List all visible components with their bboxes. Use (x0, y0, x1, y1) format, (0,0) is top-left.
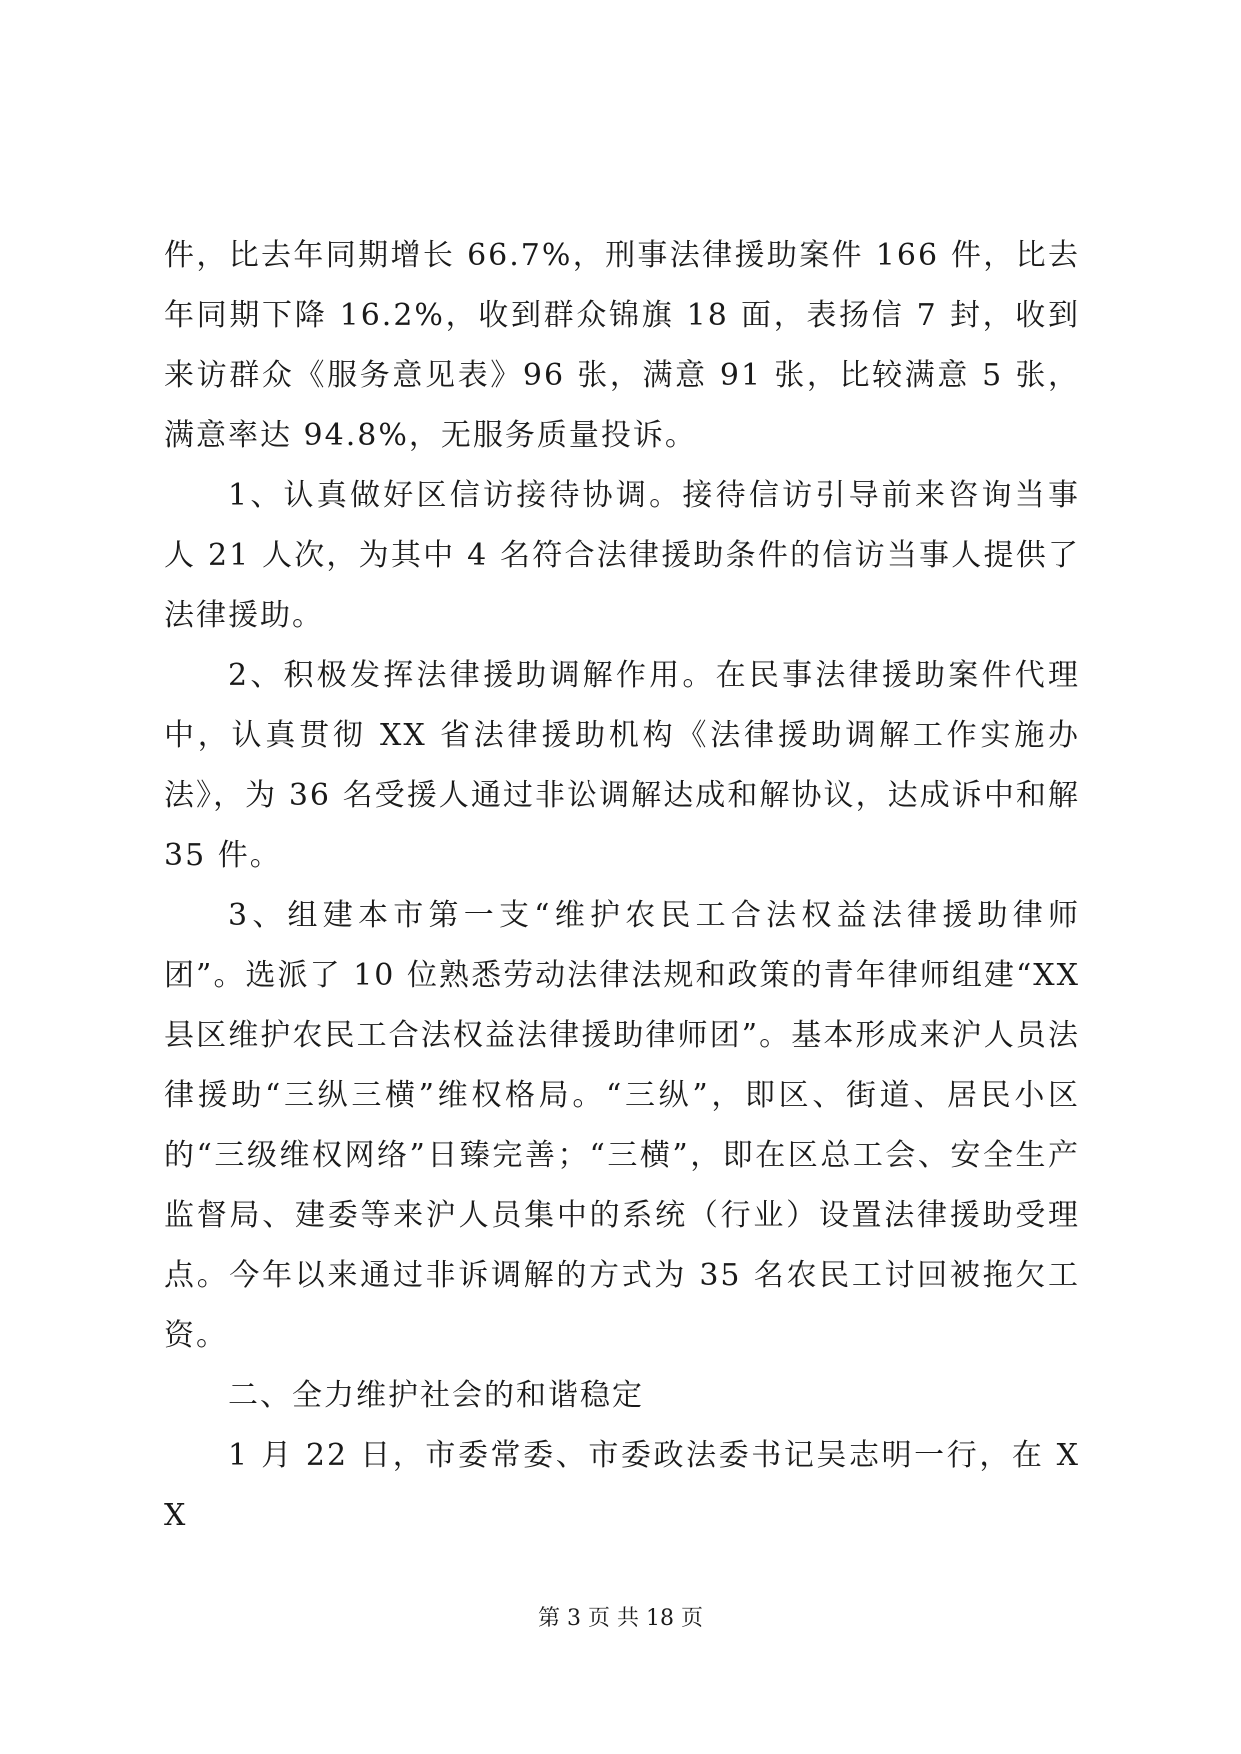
paragraph-item-3: 3、组建本市第一支“维护农民工合法权益法律援助律师团”。选派了 10 位熟悉劳动法律法规和政策的青年律师组建“XX 县区维护农民工合法权益法律援助律师团”。基本形成来沪人员法律援助“三纵三横”维权格局。“三纵”，即区、街道、居民小区的“三级维权网络”日臻完善；“三横”，即在区总工会、安全生产监督局、建委等来沪人员集中的系统（行业）设置法律援助受理点。今年以来通过非诉调解的方式为 35 名农民工讨回被拖欠工资。 (164, 898, 1080, 1353)
paragraph-section-2-start: 1 月 22 日，市委常委、市委政法委书记吴志明一行，在 XX (164, 1438, 1080, 1533)
document-body (164, 226, 1080, 1546)
page-footer (0, 1604, 1241, 1634)
page-number-label: 第 3 页 共 18 页 (538, 1606, 703, 1631)
paragraph-item-1: 1、认真做好区信访接待协调。接待信访引导前来咨询当事人 21 人次，为其中 4 名符合法律援助条件的信访当事人提供了法律援助。 (164, 478, 1080, 633)
section-heading-2: 二、全力维护社会的和谐稳定 (228, 1378, 644, 1413)
paragraph-statistics-continued: 件，比去年同期增长 66.7%，刑事法律援助案件 166 件，比去年同期下降 16.2%，收到群众锦旗 18 面，表扬信 7 封，收到来访群众《服务意见表》96 张，满意 91 张，比较满意 5 张，满意率达 94.8%，无服务质量投诉。 (164, 238, 1080, 453)
paragraph-item-2: 2、积极发挥法律援助调解作用。在民事法律援助案件代理中，认真贯彻 XX 省法律援助机构《法律援助调解工作实施办法》，为 36 名受援人通过非讼调解达成和解协议，达成诉中和解 35 件。 (164, 658, 1080, 873)
